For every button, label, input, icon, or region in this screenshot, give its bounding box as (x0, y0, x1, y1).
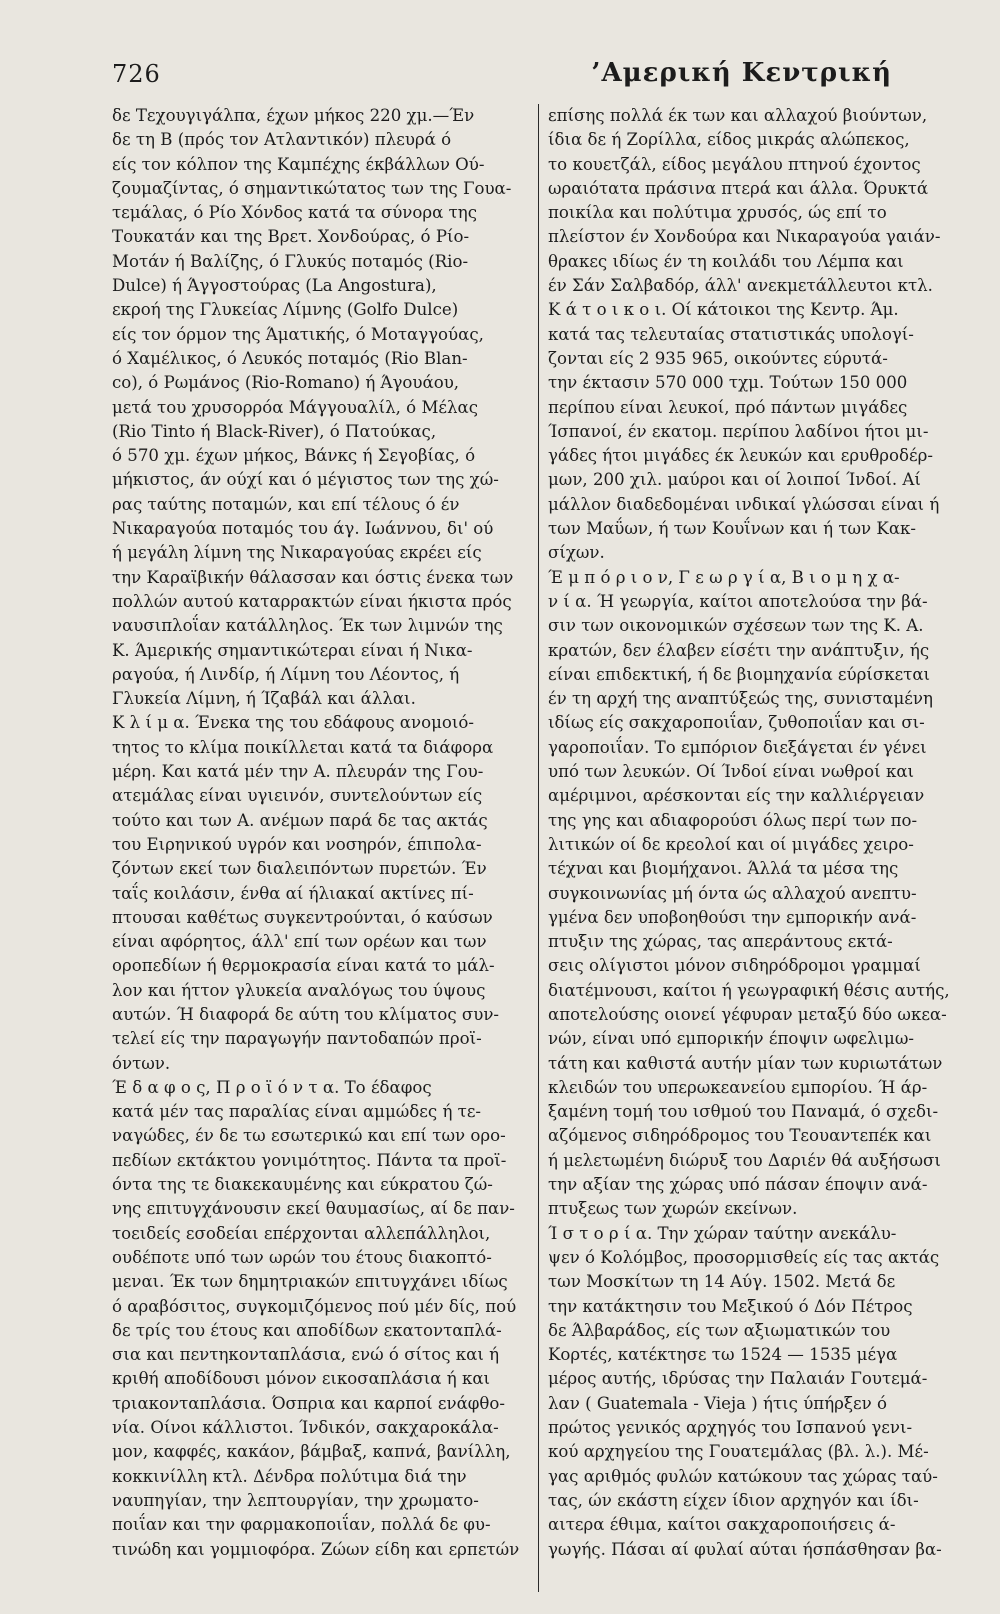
text-line: ταΐς κοιλάσιν, ένθα αί ήλιακαί ακτίνες πί- (112, 883, 474, 903)
text-line: Τουκατάν και της Βρετ. Χονδούρας, ό Ρίο- (112, 227, 470, 247)
text-line: ό Χαμέλικος, ό Λευκός ποταμός (Rio Blan- (112, 348, 468, 368)
text-line: μέρη. Και κατά μέν την Α. πλευράν της Γου- (112, 762, 484, 782)
text-line: μήκιστος, άν ούχί και ό μέγιστος των της χώ- (112, 470, 499, 490)
text-line: τινώδη και γομμιοφόρα. Ζώων είδη και ερπετών (112, 1539, 520, 1559)
text-line: δε Τεχουγιγάλπα, έχων μήκος 220 χμ.—Έν (112, 106, 475, 125)
text-line: μον, καφφές, κακάον, βάμβαξ, καπνά, βανίλλη, (112, 1442, 511, 1462)
text-line: είς τον κόλπον της Καμπέχης έκβάλλων Ού- (112, 154, 485, 174)
text-line: ναγώδες, έν δε τω εσωτερικώ και επί των ορο- (112, 1126, 506, 1146)
text-line: Ί σ τ ο ρ ί α. Την χώραν ταύτην ανεκάλυ- (548, 1223, 897, 1243)
text-line: αυτών. Ή διαφορά δε αύτη του κλίματος συν- (112, 1004, 500, 1024)
text-line: ναυπηγίαν, την λεπτουργίαν, την χρωματο- (112, 1490, 479, 1510)
text-line: πλείστον έν Χονδούρα και Νικαραγούα γαιάν- (548, 227, 941, 247)
text-line: τούτο και των Α. ανέμων παρά δε τας ακτάς (112, 810, 488, 830)
text-line: πτυξιν της χώρας, τας απεράντους εκτά- (548, 932, 893, 952)
text-line: πολλών αυτού καταρρακτών είναι ήκιστα πρός (112, 591, 512, 611)
text-line: αζόμενος σιδηρόδρομος του Τεουαντεπέκ και (548, 1126, 932, 1146)
text-line: μετά του χρυσορρόα Μάγγουαλίλ, ό Μέλας (112, 397, 479, 417)
text-line: γάδες ήτοι μιγάδες έκ λευκών και ερυθροδέρ- (548, 446, 933, 466)
text-line: την έκτασιν 570 000 τχμ. Τούτων 150 000 (548, 373, 908, 393)
text-line: πρώτος γενικός αρχηγός του Ισπανού γενι- (548, 1418, 913, 1438)
text-line: πτυξεως των χωρών εκείνων. (548, 1199, 798, 1219)
text-line: τεμάλας, ό Ρίο Χόνδος κατά τα σύνορα της (112, 203, 478, 223)
text-line: Γλυκεία Λίμνη, ή Ίζαβάλ και άλλαι. (112, 689, 416, 709)
text-line: σίχων. (548, 543, 605, 563)
text-line: συγκοινωνίας μή όντα ώς αλλαχού ανεπτυ- (548, 883, 917, 903)
text-line: των Μαΰων, ή των Κουΐνων και ή των Κακ- (548, 519, 917, 539)
text-line: κοκκινίλλη κτλ. Δένδρα πολύτιμα διά την (112, 1466, 467, 1486)
text-line: την Καραϊβικήν θάλασσαν και όστις ένεκα των (112, 567, 514, 587)
text-line: ουδέποτε υπό των ωρών του έτους διακοπτό- (112, 1247, 492, 1267)
text-line: ψεν ό Κολόμβος, προσορμισθείς είς τας ακτάς (548, 1247, 940, 1267)
text-line: έν τη αρχή της αναπτύξεώς της, συνισταμένη (548, 689, 933, 709)
text-line: ό 570 χμ. έχων μήκος, Βάνκς ή Σεγοβίας, ό (112, 446, 476, 466)
text-line: κριθή αποδίδουσι μόνον εικοσαπλάσια ή και (112, 1369, 491, 1389)
text-line: γας αριθμός φυλών κατώκουν τας χώρας ταύ- (548, 1466, 938, 1486)
text-line: γαροποιΐαν. Το εμπόριον διεξάγεται έν γένει (548, 737, 927, 757)
page-header (112, 58, 892, 98)
text-line: νης επιτυγχάνουσιν εκεί θαυμασίως, αί δε παν- (112, 1199, 515, 1219)
text-line: κατά τας τελευταίας στατιστικάς υπολογί- (548, 324, 914, 344)
text-line: δε τρίς του έτους και αποδίδων εκατονταπλά- (112, 1320, 502, 1340)
text-line: ατεμάλας είναι υγιεινόν, συντελούντων είς (112, 786, 483, 806)
text-line: Έ δ α φ ο ς, Π ρ ο ϊ ό ν τ α. Το έδαφος (112, 1077, 432, 1097)
text-line: ή μελετωμένη διώρυξ του Δαριέν θά αυξήσωσι (548, 1150, 941, 1170)
text-line: τας, ών εκάστη είχεν ίδιον αρχηγόν και ίδι- (548, 1490, 919, 1510)
text-line: περίπου είναι λευκοί, πρό πάντων μιγάδες (548, 397, 908, 417)
text-line: Κ. Άμερικής σημαντικώτεραι είναι ή Νικα- (112, 640, 473, 660)
text-line: θρακες ιδίως έν τη κοιλάδι του Λέμπα και (548, 251, 904, 271)
text-line: διατέμνουσι, καίτοι ή γεωγραφική θέσις αυτής, (548, 980, 950, 1000)
text-line: υπό των λευκών. Οί Ίνδοί είναι νωθροί και (548, 762, 915, 782)
text-line: το κουετζάλ, είδος μεγάλου πτηνού έχοντος (548, 154, 921, 174)
text-line: δε τη Β (πρός τον Ατλαντικόν) πλευρά ό (112, 130, 452, 150)
text-line: μέρος αυτής, ιδρύσας την Παλαιάν Γουτεμά- (548, 1369, 928, 1389)
text-line: τοειδείς εσοδείαι επέρχονται αλλεπάλληλοι, (112, 1223, 491, 1243)
text-line: επίσης πολλά έκ των και αλλαχού βιούντων, (548, 106, 928, 125)
text-line: αιτερα έθιμα, καίτοι σακχαροποιήσεις ά- (548, 1515, 896, 1535)
text-line: την αξίαν της χώρας υπό πάσαν έποψιν ανά- (548, 1175, 928, 1195)
text-line: τητος το κλίμα ποικίλλεται κατά τα διάφορα (112, 737, 494, 757)
text-line: Νικαραγούα ποταμός του άγ. Ιωάννου, δι' ού (112, 519, 494, 539)
text-line: κατά μέν τας παραλίας είναι αμμώδες ή τε- (112, 1102, 482, 1122)
text-line: τάτη και καθιστά αυτήν μίαν των κυριωτάτων (548, 1053, 943, 1073)
text-line: κρατών, δεν έλαβεν είσέτι την ανάπτυξιν, ής (548, 640, 930, 660)
page-number: 726 (112, 60, 161, 88)
text-line: τέχναι και βιομήχανοι. Άλλά τα μέσα της (548, 859, 899, 879)
text-line: Dulce) ή Άγγοστούρας (La Angostura), (112, 276, 437, 296)
text-line: ζουμαζίντας, ό σημαντικώτατος των της Γουα- (112, 178, 512, 198)
text-line: είς τον όρμον της Άματικής, ό Μοταγγούας, (112, 324, 484, 344)
text-line: πεδίων εκτάκτου γονιμότητος. Πάντα τα προϊ- (112, 1150, 507, 1170)
right-column (548, 104, 966, 1562)
text-line: Μοτάν ή Βαλίζης, ό Γλυκύς ποταμός (Rio- (112, 251, 469, 271)
text-line: όντα της τε διακεκαυμένης και εύκρατου ζώ- (112, 1175, 493, 1195)
text-line: ωραιότατα πράσινα πτερά και άλλα. Όρυκτά (548, 178, 929, 198)
text-line: γμένα δεν υποβοηθούσι την εμπορικήν ανά- (548, 907, 917, 927)
text-line: πτουσαι καθέτως συγκεντρούνται, ό καύσων (112, 907, 493, 927)
text-line: δε Άλβαράδος, είς των αξιωματικών του (548, 1320, 891, 1340)
text-line: ν ί α. Ή γεωργία, καίτοι αποτελούσα την βά- (548, 591, 928, 611)
text-line: όντων. (112, 1053, 171, 1073)
text-line: (Rio Tinto ή Black-River), ό Πατούκας, (112, 421, 437, 441)
text-line: νών, είναι υπό εμπορικήν έποψιν ωφελιμω- (548, 1029, 914, 1049)
text-line: εκροή της Γλυκείας Λίμνης (Golfo Dulce) (112, 300, 459, 320)
text-line: ίδια δε ή Ζορίλλα, είδος μικράς αλώπεκος, (548, 130, 910, 150)
text-line: ναυσιπλοΐαν κατάλληλος. Έκ των λιμνών της (112, 616, 503, 636)
text-line: ζόντων εκεί των διαλειπόντων πυρετών. Έν (112, 859, 487, 879)
text-line: μάλλον διαδεδομέναι ινδικαί γλώσσαι είναι ή (548, 494, 940, 514)
text-line: του Ειρηνικού υγρόν και νοσηρόν, έπιπολα- (112, 834, 482, 854)
text-line: της γης και αδιαφορούσι όλως περί των πο- (548, 810, 918, 830)
text-line: λον και ήττον γλυκεία αναλόγως του ύψους (112, 980, 486, 1000)
text-line: μεναι. Έκ των δημητριακών επιτυγχάνει ιδίως (112, 1272, 508, 1292)
running-title: ’Αμερική Κεντρική (591, 58, 892, 88)
column-divider (538, 104, 539, 1592)
text-line: ζονται είς 2 935 965, οικούντες εύρυτά- (548, 348, 888, 368)
text-line: σεις ολίγιστοι μόνον σιδηρόδρομοι γραμμαί (548, 956, 921, 976)
text-line: έν Σάν Σαλβαδόρ, άλλ' ανεκμετάλλευτοι κτλ. (548, 276, 933, 296)
text-line: τριακονταπλάσια. Όσπρια και καρποί ενάφθο- (112, 1393, 505, 1413)
text-line: ή μεγάλη λίμνη της Νικαραγούας εκρέει είς (112, 543, 482, 563)
text-line: λιτικών οί δε κρεολοί και οί μιγάδες χειρο- (548, 834, 914, 854)
text-line: ό αραβόσιτος, συγκομιζόμενος πού μέν δίς, πού (112, 1296, 517, 1316)
text-line: είναι αφόρητος, άλλ' επί των ορέων και των (112, 932, 487, 952)
text-line: co), ό Ρωμάνος (Rio-Romano) ή Άγουάου, (112, 373, 460, 393)
text-line: ιδίως είς σακχαροποιΐαν, ζυθοποιΐαν και σι- (548, 713, 925, 733)
text-line: ποικίλα και πολύτιμα χρυσός, ώς επί το (548, 203, 887, 223)
text-line: Κ ά τ ο ι κ ο ι. Οί κάτοικοι της Κεντρ. Άμ. (548, 300, 899, 320)
text-line: Κ λ ί μ α. Ένεκα της του εδάφους ανομοιό- (112, 713, 474, 733)
text-line: ρας ταύτης ποταμών, και επί τέλους ό έν (112, 494, 460, 514)
text-line: Κορτές, κατέκτησε τω 1524 — 1535 μέγα (548, 1345, 898, 1365)
text-line: την κατάκτησιν του Μεξικού ό Δόν Πέτρος (548, 1296, 913, 1316)
text-line: λαν ( Guatemala - Vieja ) ήτις ύπήρξεν ό (548, 1393, 887, 1413)
text-line: αμέριμνοι, αρέσκονται είς την καλλιέργειαν (548, 786, 925, 806)
left-column (112, 104, 530, 1562)
text-line: ξαμένη τομή του ισθμού του Παναμά, ό σχεδι- (548, 1102, 939, 1122)
text-line: ραγούα, ή Λινδίρ, ή Λίμνη του Λέοντος, ή (112, 664, 460, 684)
text-line: γωγής. Πάσαι αί φυλαί αύται ήσπάσθησαν βα- (548, 1539, 942, 1559)
text-line: κού αρχηγείου της Γουατεμάλας (βλ. λ.). Μέ- (548, 1442, 929, 1462)
text-line: των Μοσκίτων τη 14 Αύγ. 1502. Μετά δε (548, 1272, 896, 1292)
text-line: σιν των οικονομικών σχέσεων των της Κ. Α. (548, 616, 924, 636)
text-line: τελεί είς την παραγωγήν παντοδαπών προϊ- (112, 1029, 482, 1049)
text-line: οροπεδίων ή θερμοκρασία είναι κατά το μάλ- (112, 956, 495, 976)
text-line: Έ μ π ό ρ ι ο ν, Γ ε ω ρ γ ί α, Β ι ο μ η χ α- (548, 567, 900, 587)
text-line: Ίσπανοί, έν εκατομ. περίπου λαδίνοι ήτοι μι- (548, 421, 929, 441)
text-line: κλειδών του υπερωκεανείου εμπορίου. Ή άρ- (548, 1077, 928, 1097)
text-line: νία. Οίνοι κάλλιστοι. Ίνδικόν, σακχαροκάλα- (112, 1418, 499, 1438)
text-line: σια και πεντηκονταπλάσια, ενώ ό σίτος και ή (112, 1345, 500, 1365)
text-line: ποιΐαν και την φαρμακοποιΐαν, πολλά δε φυ- (112, 1515, 491, 1535)
text-line: είναι επιδεκτική, ή δε βιομηχανία εύρίσκεται (548, 664, 931, 684)
text-line: αποτελούσης οιονεί γέφυραν μεταξύ δύο ωκεα- (548, 1004, 947, 1024)
text-line: μων, 200 χιλ. μαύροι και οί λοιποί Ίνδοί. Αί (548, 470, 921, 490)
